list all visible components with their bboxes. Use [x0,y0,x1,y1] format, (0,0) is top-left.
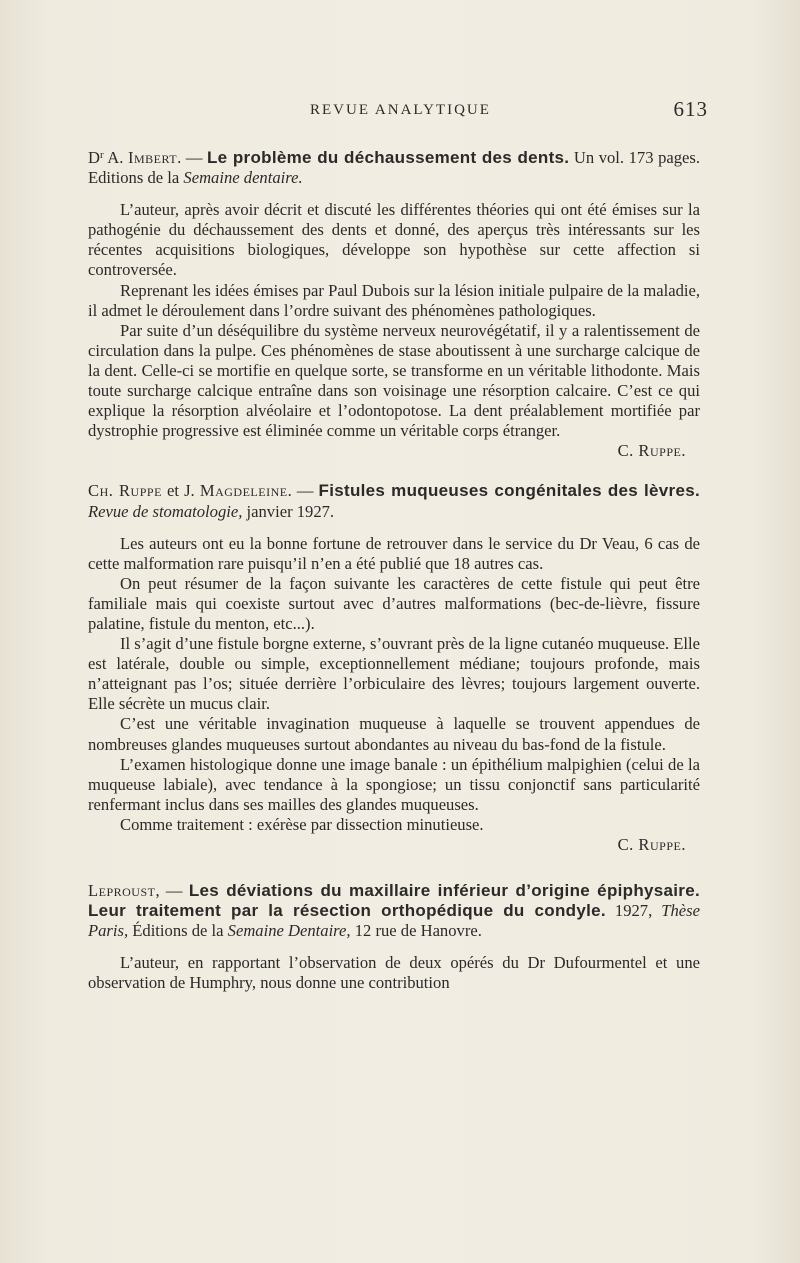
author-name: Leproust [88,881,156,901]
author-suffix: . — [287,481,319,501]
review-imbert [88,145,700,461]
thesis-label: Thèse Paris, [88,901,700,941]
author-name: Magdeleine [199,481,288,501]
signature: C. Ruppe. [617,441,686,461]
paragraph: Il s’agit d’une fistule borgne externe, s’ouvrant près de la ligne cutanéo muqueuse. Elle est latérale, double ou simple, exceptionnellement médiane; toujours profonde, mais n’atteignant pas l’os; située derrière l’orbiculaire des lèvres; toujours largement ouverte. Elle sécrète un mucus clair. [88,634,700,714]
article-title: Le problème du déchaussement des dents. [207,148,570,167]
paragraph: On peut résumer de la façon suivante les caractères de cette fistule qui peut être familiale mais qui coexiste surtout avec d’autres malformations (bec-de-lièvre, fissure palatine, fistule du menton, etc...). [88,573,700,633]
paragraph: L’auteur, en rapportant l’observation de deux opérés du Dr Dufourmentel et une observation de Humphry, nous donne une contribution [88,953,700,993]
publication-name: Semaine dentaire. [183,168,303,188]
paragraph: C’est une véritable invagination muqueuse à laquelle se trouvent appendues de nombreuses glandes muqueuses surtout abondantes au niveau du bas-fond de la fistule. [88,714,700,754]
running-title: REVUE ANALYTIQUE [310,102,491,118]
page-content [88,145,700,994]
signature: C. Ruppe. [617,835,686,854]
citation [88,145,700,188]
publication-name: Revue de stomatologie, [88,501,243,521]
publisher-name: Semaine Dentaire, [227,921,351,941]
review-leproust [88,881,700,993]
paragraph: Par suite d’un déséquilibre du système nerveux neurovégétatif, il y a ralentissement de circulation dans la pulpe. Ces phénomènes de stase aboutissent à une surcharge calcique de la dent. Celle-ci se mortifie en quelque sorte, se transforme en un véritable lithodonte. Mais toute surcharge calcique entraîne dans son voisinage une résorption calcaire. C’est ce qui explique la résorption alvéolaire et l’odontopotose. La dent préalablement mortifiée par dystrophie progressive est éliminée comme un véritable corps étranger. [88,320,700,441]
article-title: Fistules muqueuses congénitales des lèvres. [318,481,700,501]
citation [88,881,700,941]
paragraph: L’auteur, après avoir décrit et discuté les différentes théories qui ont été émises sur la pathogénie du déchaussement des dents et donné, des aperçus très intéressants sur les récentes acquisitions biologiques, développe son hypothèse sur cette affection si controversée. [88,200,700,280]
publication-year: 1927, [605,901,662,921]
paragraph: L’examen histologique donne une image banale : un épithélium malpighien (celui de la muqueuse labiale), avec tendance à la spongiose; un tissu conjonctif sans particularité renfermant inclus dans ses mailles des glandes muqueuses. [88,754,700,814]
author-connector: et J. [161,481,200,501]
citation [88,481,700,521]
author-initial: A. [107,148,128,167]
publication-info: Un vol. 173 pages. Editions de la [88,148,700,188]
publisher-address: 12 rue de Hanovre. [350,921,482,941]
author-name: Imbert [127,148,178,167]
author-suffix: , — [155,881,189,901]
review-ruppe-magdeleine [88,481,700,855]
author-suffix: . — [177,148,207,167]
paragraph: Les auteurs ont eu la bonne fortune de retrouver dans le service du Dr Veau, 6 cas de cette malformation rare puisqu’il n’en a été publié que 18 autres cas. [88,533,700,573]
author-title: $D^r$ [88,148,104,167]
article-title: Les déviations du maxillaire inférieur d’origine épiphysaire. Leur traitement par la résection orthopédique du condyle. [88,881,700,921]
author-name: Ch. Ruppe [88,481,162,501]
publication-date: janvier 1927. [242,501,335,521]
publisher-prefix: Éditions de la [128,921,228,941]
paragraph: Comme traitement : exérèse par dissection minutieuse. [120,814,484,834]
paragraph: Reprenant les idées émises par Paul Dubois sur la lésion initiale pulpaire de la maladie, il admet le déroulement dans l’ordre suivant des phénomènes pathologiques. [88,280,700,320]
page-number: 613 [673,97,708,121]
